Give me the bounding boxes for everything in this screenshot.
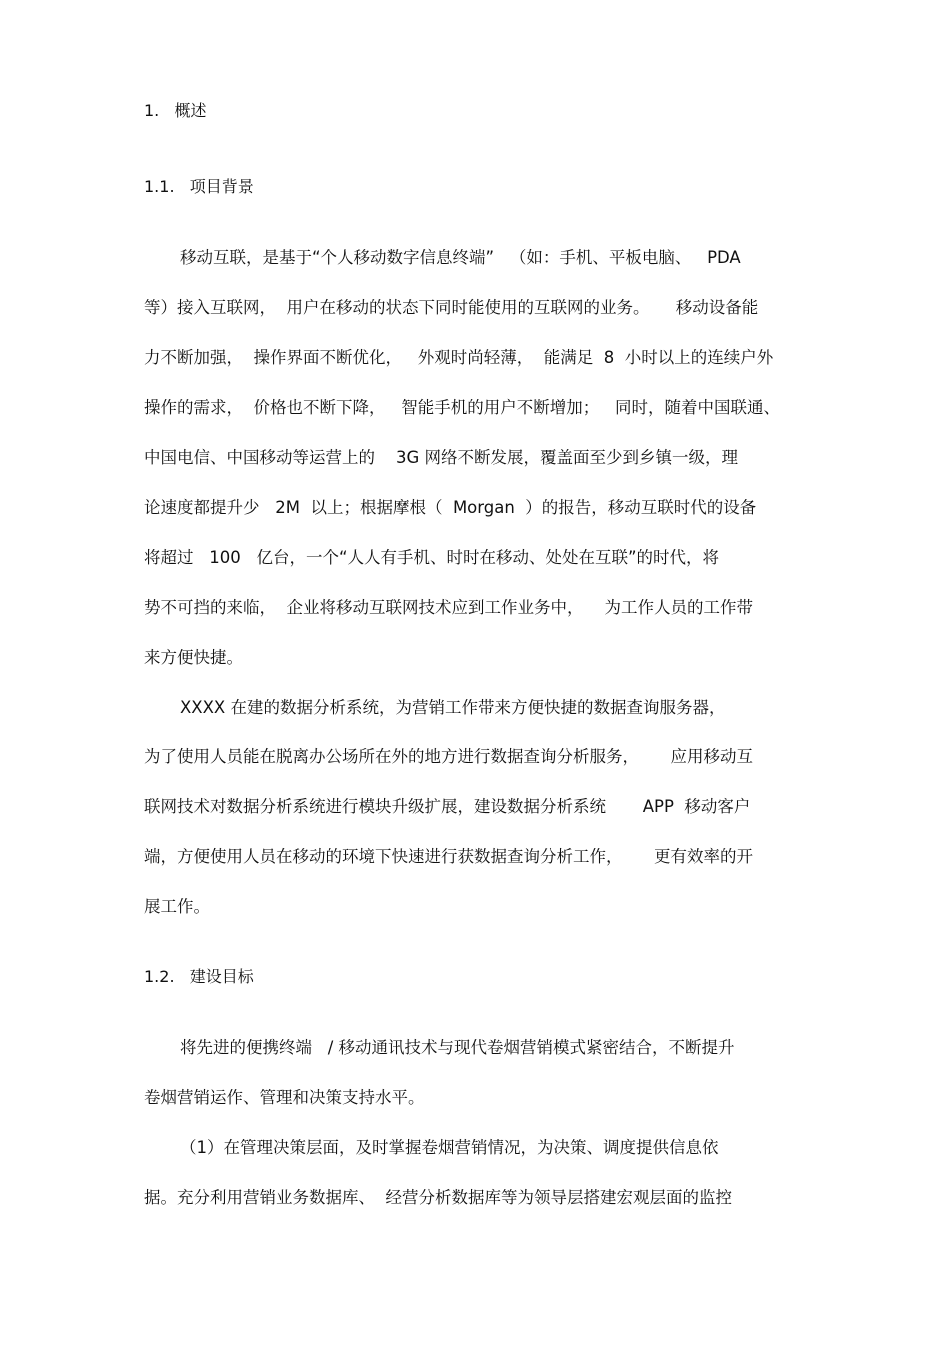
paragraph-line: 展工作。 <box>144 897 210 916</box>
paragraph-line: （1）在管理决策层面，及时掌握卷烟营销情况，为决策、调度提供信息依 <box>180 1138 719 1157</box>
paragraph-line: 势不可挡的来临， 企业将移动互联网技术应到工作业务中， 为工作人员的工作带 <box>144 598 753 617</box>
paragraph-line: 联网技术对数据分析系统进行模块升级扩展，建设数据分析系统 APP 移动客户 <box>144 797 751 816</box>
paragraph-line: 来方便快捷。 <box>144 648 243 667</box>
paragraph-line: 中国电信、中国移动等运营上的 3G 网络不断发展，覆盖面至少到乡镇一级，理 <box>144 448 739 467</box>
paragraph-line: XXXX 在建的数据分析系统，为营销工作带来方便快捷的数据查询服务器， <box>180 698 726 717</box>
paragraph-line: 论速度都提升少 2M 以上；根据摩根（ Morgan ）的报告，移动互联时代的设备 <box>144 498 757 517</box>
paragraph-line: 等）接入互联网， 用户在移动的状态下同时能使用的互联网的业务。 移动设备能 <box>144 298 759 317</box>
section-heading-1-1: 1.1. 项目背景 <box>144 177 254 196</box>
paragraph-line: 将先进的便携终端 / 移动通讯技术与现代卷烟营销模式紧密结合，不断提升 <box>180 1038 735 1057</box>
paragraph-line: 操作的需求， 价格也不断下降， 智能手机的用户不断增加； 同时，随着中国联通、 <box>144 398 780 417</box>
paragraph-line: 端，方便使用人员在移动的环境下快速进行获数据查询分析工作， 更有效率的开 <box>144 847 753 866</box>
paragraph-line: 卷烟营销运作、管理和决策支持水平。 <box>144 1088 425 1107</box>
paragraph-line: 据。充分利用营销业务数据库、 经营分析数据库等为领导层搭建宏观层面的监控 <box>144 1188 732 1207</box>
section-heading-1: 1. 概述 <box>144 101 207 120</box>
paragraph-line: 力不断加强， 操作界面不断优化， 外观时尚轻薄， 能满足 8 小时以上的连续户外 <box>144 348 774 367</box>
paragraph-line: 为了使用人员能在脱离办公场所在外的地方进行数据查询分析服务， 应用移动互 <box>144 747 753 766</box>
paragraph-line: 将超过 100 亿台，一个“人人有手机、时时在移动、处处在互联”的时代，将 <box>144 548 720 567</box>
section-heading-1-2: 1.2. 建设目标 <box>144 967 254 986</box>
paragraph-line: 移动互联，是基于“个人移动数字信息终端” （如：手机、平板电脑、 PDA <box>180 248 741 267</box>
